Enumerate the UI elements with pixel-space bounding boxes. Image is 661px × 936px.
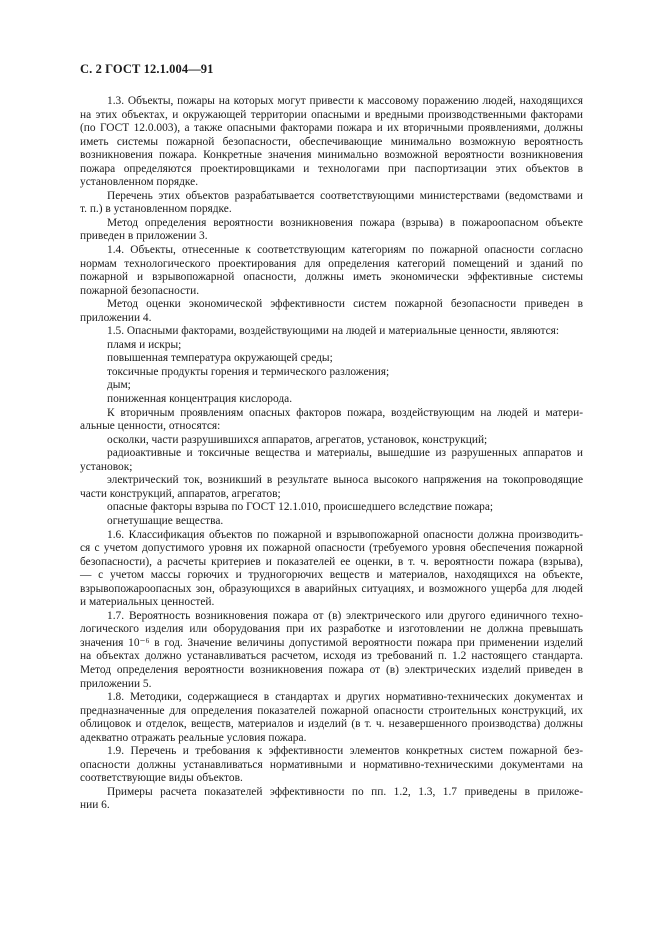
text-line: 1.6. Классификация объектов по пожарной и взрывопожарной опасности должна производить-	[107, 528, 583, 541]
text-line: 1.3. Объекты, пожары на которых могут привести к массовому поражению людей, находящихся	[107, 95, 583, 107]
paragraph	[80, 745, 583, 786]
paragraph	[80, 393, 583, 407]
text-line: повышенная температура окружающей среды;	[107, 352, 333, 365]
text-line: Метод оценки экономической эффективности систем пожарной безопасности приведен в	[107, 298, 583, 311]
text-line: осколки, части разрушившихся аппаратов, агрегатов, установок, конструкций;	[107, 433, 488, 446]
paragraph	[80, 434, 583, 448]
text-line: приложении 4.	[80, 311, 152, 324]
text-line: — с учетом массы горючих и трудногорючих веществ и материалов, находящихся на объекте,	[80, 569, 583, 582]
text-line: 1.4. Объекты, отнесенные к соответствующим категориям по пожарной опасности согласно	[107, 244, 583, 257]
text-line: на этих объектах, и окружающей территории опасными и вредными производственными факторами	[80, 108, 583, 121]
text-line: токсичные продукты горения и термического разложения;	[107, 365, 390, 378]
paragraph	[80, 786, 583, 813]
text-line: Примеры расчета показателей эффективности по пп. 1.2, 1.3, 1.7 приведены в приложе-	[107, 785, 583, 798]
text-line: облицовок и отделок, веществ, материалов и изделий (в т. ч. незавершенного производства) должны	[80, 718, 583, 731]
text-line: 1.9. Перечень и требования к эффективности элементов конкретных систем пожарной без-	[107, 745, 583, 758]
text-line: предназначенные для определения показателей пожарной опасности строительных конструкций, их	[80, 704, 583, 717]
text-line: опасные факторы взрыва по ГОСТ 12.1.010, происшедшего вследствие пожара;	[107, 501, 494, 514]
text-line: значения 10⁻⁶ в год. Значение величины допустимой вероятности пожара при применении изделий	[80, 636, 583, 649]
text-line: пламя и искры;	[107, 338, 182, 351]
text-line: пожарной безопасности.	[80, 284, 200, 297]
paragraph	[80, 379, 583, 393]
paragraph	[80, 352, 583, 366]
paragraph	[80, 366, 583, 380]
text-line: установок;	[80, 460, 133, 473]
text-line: опасности должны устанавливаться нормативными и нормативно-техническими документами на	[80, 758, 583, 771]
paragraph	[80, 407, 583, 434]
text-line: возникновения пожара. Конкретные значения минимально возможной вероятности возникновения	[80, 149, 583, 162]
paragraph	[80, 610, 583, 691]
paragraph	[80, 325, 583, 339]
text-line: пожара определяются проектировщиками и технологами при паспортизации этих объектов в	[80, 162, 583, 175]
text-line: (по ГОСТ 12.0.003), а также опасными факторами пожара и их вторичными проявлениями, должны	[80, 122, 583, 135]
text-line: на объектах должно устанавливаться расчетом, исходя из требований п. 1.2 настоящего стандарта.	[80, 650, 583, 663]
text-line: 1.5. Опасными факторами, воздействующими на людей и материальные ценности, являются:	[107, 325, 560, 338]
text-line: части конструкций, аппаратов, агрегатов;	[80, 487, 281, 500]
text-line: альные ценности, относятся:	[80, 420, 221, 433]
text-line: иметь системы пожарной безопасности, обеспечивающие минимально возможную вероятность	[80, 135, 583, 148]
text-line: адекватно отражать реальные условия пожара.	[80, 731, 307, 744]
paragraph	[80, 190, 583, 217]
page-header: С. 2 ГОСТ 12.1.004—91	[80, 62, 214, 76]
text-line: приложении 5.	[80, 677, 152, 690]
text-line: К вторичным проявлениям опасных факторов пожара, воздействующим на людей и матери-	[107, 406, 583, 419]
paragraph	[80, 501, 583, 515]
paragraph	[80, 298, 583, 325]
text-line: Метод определения вероятности возникновения пожара от (в) электрических изделий приведен в	[80, 663, 583, 676]
text-line: безопасности), а расчеты критериев и показателей ее оценки, в т. ч. вероятности пожара (взрыва),	[80, 555, 583, 568]
text-line: взрывопожароопасных зон, образующихся в аварийных ситуациях, и возможного ущерба для людей	[80, 582, 583, 595]
text-line: установленном порядке.	[80, 176, 199, 189]
text-line: приведен в приложении 3.	[80, 230, 208, 243]
text-line: и материальных ценностей.	[80, 596, 215, 609]
text-line: логического изделия или оборудования при их разработке и изготовлении не должна превышать	[80, 623, 583, 636]
paragraph	[80, 244, 583, 298]
text-line: радиоактивные и токсичные вещества и материалы, вышедшие из разрушенных аппаратов и	[107, 447, 583, 460]
text-line: пониженная концентрация кислорода.	[107, 393, 293, 406]
paragraph	[80, 515, 583, 529]
text-line: пожарной и взрывопожарной опасности, должны иметь экономически эффективные системы	[80, 271, 583, 284]
text-line: Метод определения вероятности возникновения пожара (взрыва) в пожароопасном объекте	[107, 216, 583, 229]
paragraph	[80, 95, 583, 190]
text-line: огнетушащие вещества.	[107, 514, 224, 527]
document-body	[80, 95, 583, 813]
text-line: дым;	[107, 379, 131, 392]
text-line: нии 6.	[80, 799, 110, 812]
paragraph	[80, 474, 583, 501]
text-line: нормам технологического проектирования для определения категорий помещений и зданий по	[80, 257, 583, 270]
text-line: электрический ток, возникший в результате выноса высокого напряжения на токопроводящие	[107, 474, 583, 487]
paragraph	[80, 691, 583, 745]
paragraph	[80, 529, 583, 610]
paragraph	[80, 339, 583, 353]
text-line: 1.7. Вероятность возникновения пожара от (в) электрического или другого единичного техно-	[107, 609, 583, 622]
text-line: т. п.) в установленном порядке.	[80, 203, 232, 216]
text-line: Перечень этих объектов разрабатывается соответствующими министерствами (ведомствами и	[107, 189, 583, 202]
text-line: ся с учетом допустимого уровня их пожарной опасности (требуемого уровня обеспечения пожарной	[80, 542, 583, 555]
paragraph	[80, 217, 583, 244]
text-line: соответствующие виды объектов.	[80, 772, 243, 785]
text-line: 1.8. Методики, содержащиеся в стандартах и других нормативно-технических документах и	[107, 691, 583, 704]
paragraph	[80, 447, 583, 474]
